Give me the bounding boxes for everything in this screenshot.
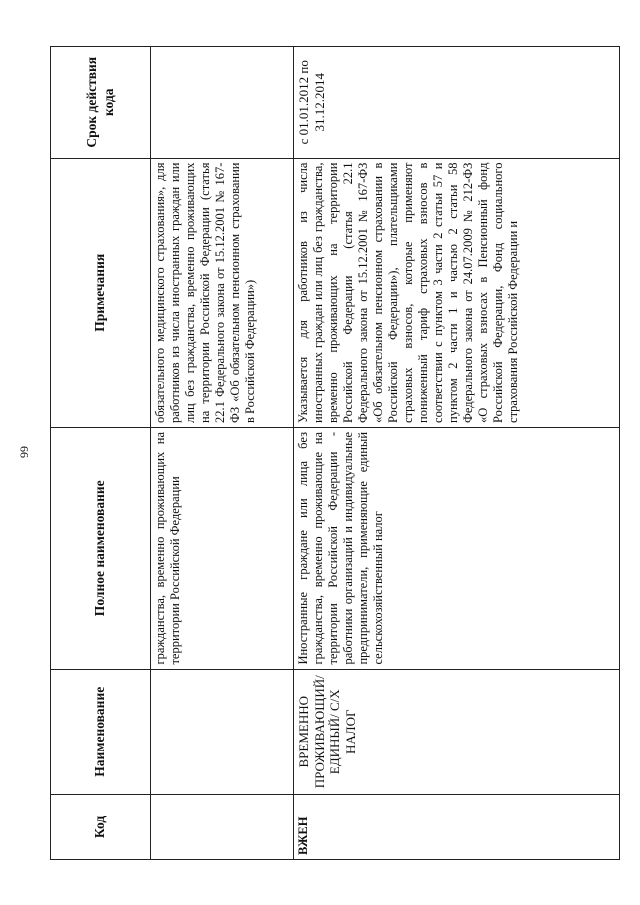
table-row <box>151 47 294 860</box>
header-notes: Примечания <box>51 158 151 427</box>
header-validity: Срок действия кода <box>51 47 151 159</box>
table-row <box>294 47 620 860</box>
cell-name: ВРЕМЕННО ПРОЖИВАЮЩИЙ/ ЕДИНЫЙ/ С/Х НАЛОГ <box>294 669 620 794</box>
cell-validity: с 01.01.2012 по 31.12.2014 <box>294 47 620 159</box>
cell-notes: обязательного медицинского страхования», для работников из числа иностранных граждан или лиц без гражданства, временно проживающих на территории Российской Федерации (статья 22.1 Федерального закона от 15.12.2001 № 167-ФЗ «Об обязательном пенсионном страховании в Российской Федерации») <box>151 158 294 427</box>
header-code: Код <box>51 794 151 859</box>
cell-validity <box>151 47 294 159</box>
cell-code: ВЖЕН <box>294 794 620 859</box>
cell-name <box>151 669 294 794</box>
header-full-name: Полное наименование <box>51 427 151 669</box>
rotated-page-content <box>50 46 608 860</box>
cell-notes: Указывается для работников из числа иностранных граждан или лиц без гражданства, временно проживающих на территории Российской Федерации (статья 22.1 Федерального закона от 15.12.2001 № 167-ФЗ «Об обязательном пенсионном страховании в Российской Федерации»), плательщиками страховых взносов, которые применяют пониженный тариф страховых взносов в соответствии с пунктом 3 части 2 статьи 57 и пунктом 2 части 1 и частью 2 статьи 58 Федерального закона от 24.07.2009 № 212-ФЗ «О страховых взносах в Пенсионный фонд Российской Федерации, Фонд социального страхования Российской Федерации и <box>294 158 620 427</box>
page-number: 66 <box>17 446 32 458</box>
cell-code <box>151 794 294 859</box>
cell-full-name: Иностранные граждане или лица без гражданства, временно проживающие на территории Российской Федерации - работники организаций и индивидуальные предприниматели, применяющие единый сельскохозяйственный налог <box>294 427 620 669</box>
table-header-row <box>51 47 151 860</box>
cell-full-name: гражданства, временно проживающих на территории Российской Федерации <box>151 427 294 669</box>
header-name: Наименование <box>51 669 151 794</box>
codes-table <box>50 46 620 860</box>
